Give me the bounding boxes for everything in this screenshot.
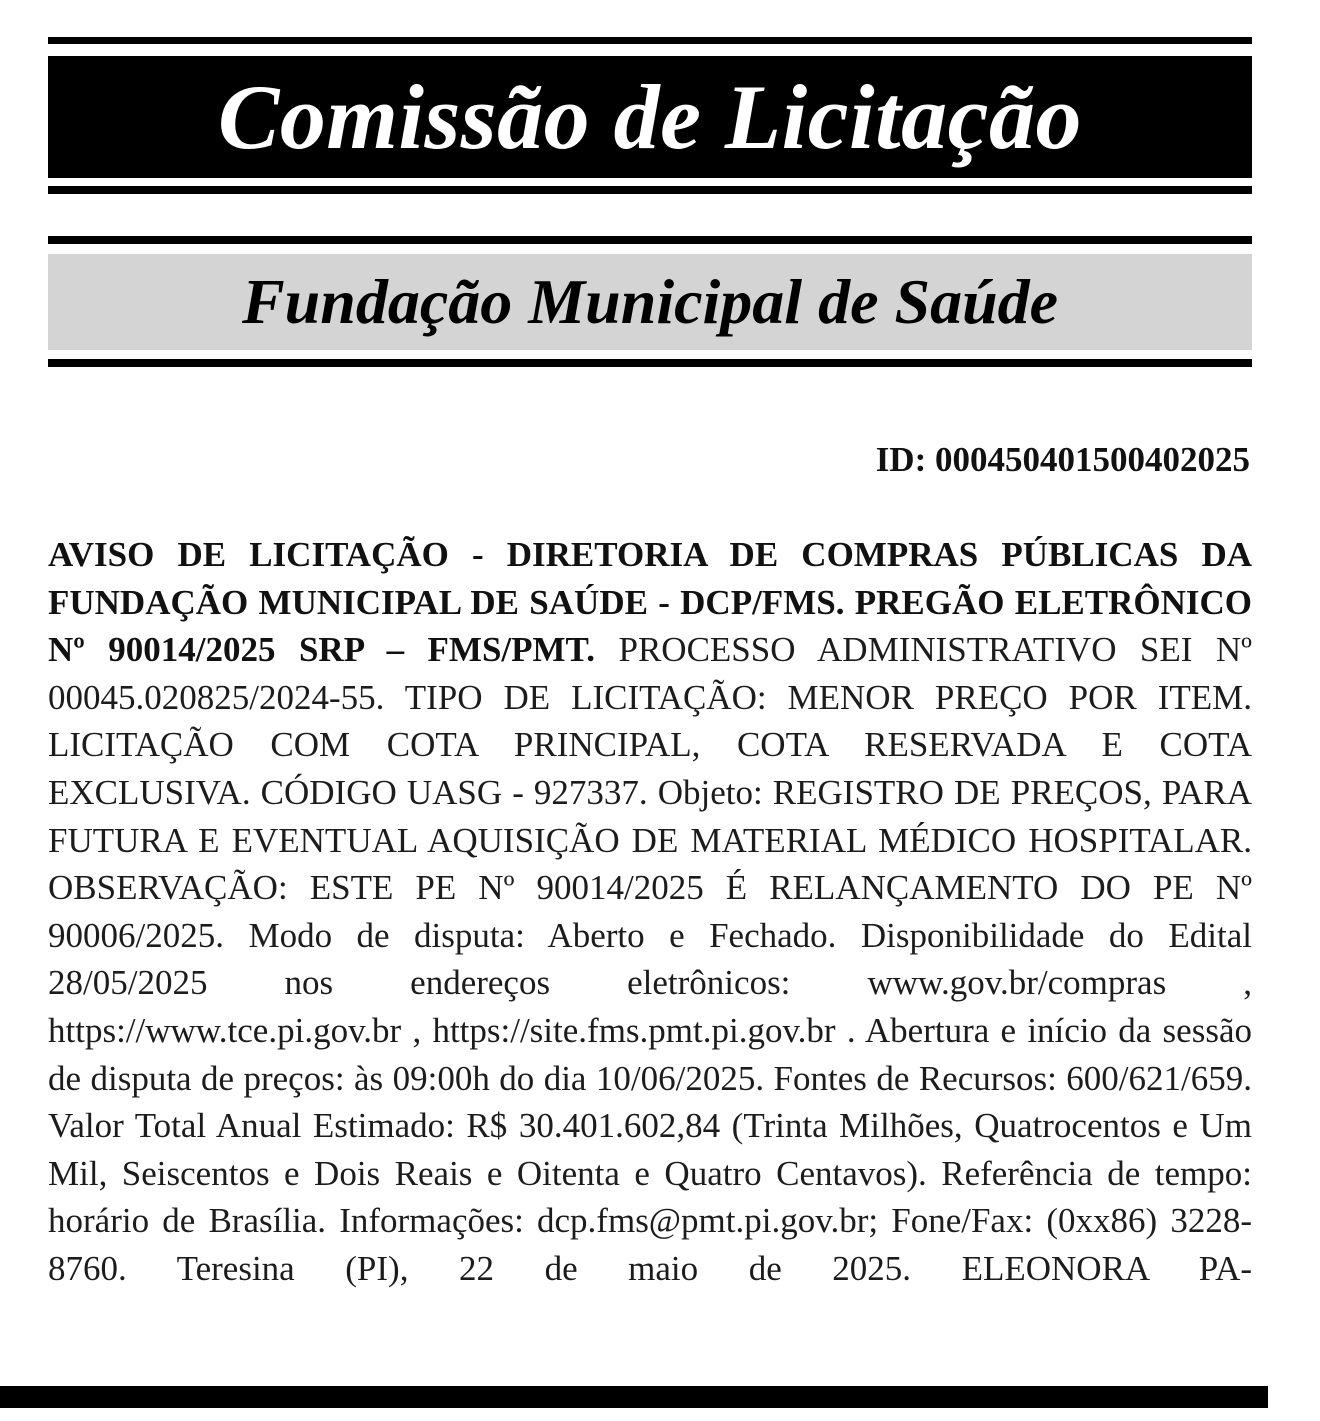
title-bottom-rule: [48, 186, 1252, 194]
notice-body: PROCESSO ADMINISTRATIVO SEI Nº 00045.020825/2024-55. TIPO DE LICITAÇÃO: MENOR PREÇO POR ITEM. LICITAÇÃO COM COTA PRINCIPAL, COTA RESERVADA E COTA EXCLUSIVA. CÓDIGO UASG - 927337. Objeto: REGISTRO DE PREÇOS, PARA FUTURA E EVENTUAL AQUISIÇÃO DE MATERIAL MÉDICO HOSPITALAR. OBSERVAÇÃO: ESTE PE Nº 90014/2025 É RELANÇAMENTO DO PE Nº 90006/2025. Modo de disputa: Aberto e Fechado. Disponibilidade do Edital 28/05/2025 nos endereços eletrônicos: www.gov.br/compras , https://www.tce.pi.gov.br , https://site.fms.pmt.pi.gov.br . Abertura e início da sessão de disputa de preços: às 09:00h do dia 10/06/2025. Fontes de Recursos: 600/621/659. Valor Total Anual Estimado: R$ 30.401.602,84 (Trinta Milhões, Quatrocentos e Um Mil, Seiscentos e Dois Reais e Oitenta e Quatro Centavos). Referência de tempo: horário de Brasília. Informações: dcp.fms@pmt.pi.gov.br; Fone/Fax: (0xx86) 3228-8760. Teresina (PI), 22 de maio de 2025. ELEONORA PA-: [48, 630, 1252, 1288]
document-id: ID: 000450401500402025: [875, 440, 1250, 479]
section-title-banner: [48, 56, 1252, 178]
notice-paragraph: [48, 531, 1252, 1293]
section-title: Comissão de Licitação: [218, 66, 1082, 168]
subsection-title: Fundação Municipal de Saúde: [241, 266, 1059, 337]
notice-heading: AVISO DE LICITAÇÃO - DIRETORIA DE COMPRAS PÚBLICAS DA FUNDAÇÃO MUNICIPAL DE SAÚDE - DCP/FMS. PREGÃO ELETRÔNICO Nº 90014/2025 SRP – FMS/PMT.: [48, 535, 1252, 670]
subsection-title-banner: [48, 254, 1252, 350]
footer-bar: [0, 1386, 1268, 1408]
subtitle-top-rule: [48, 236, 1252, 244]
subtitle-bottom-rule: [48, 359, 1252, 367]
top-rule: [48, 37, 1252, 44]
